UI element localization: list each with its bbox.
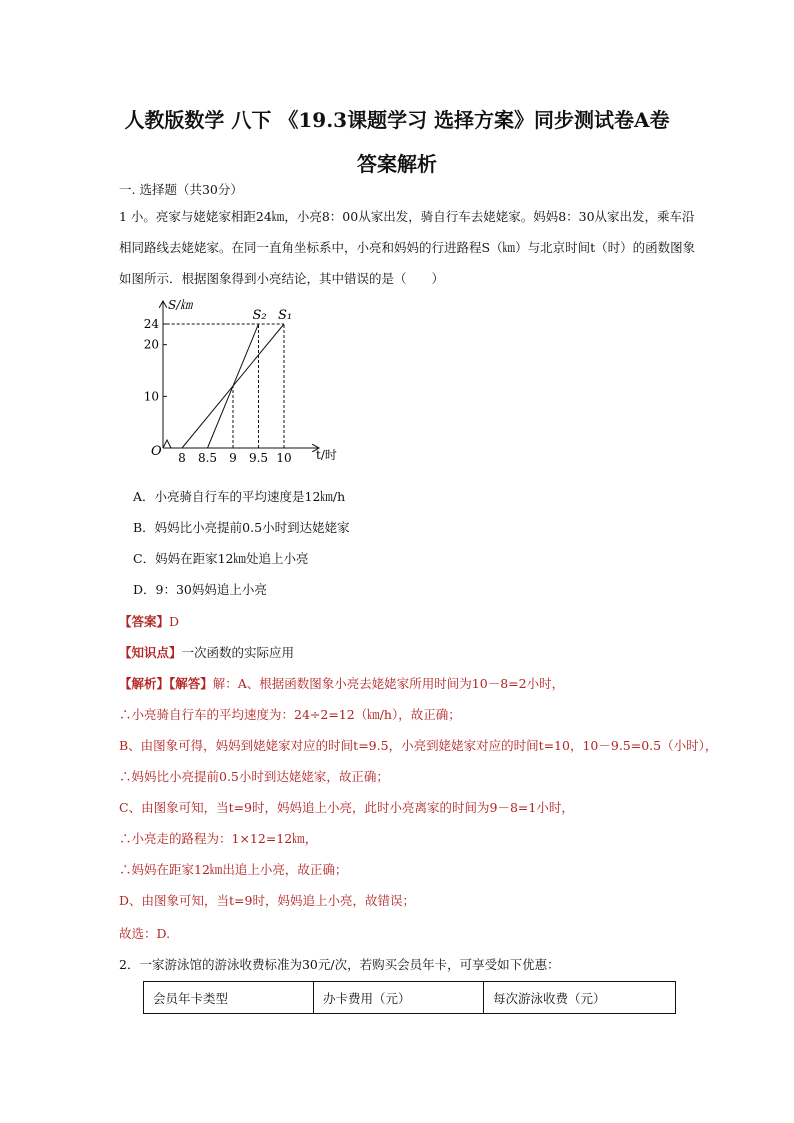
- x-tick-label: 8: [178, 451, 186, 465]
- q1-stem-line: 相同路线去姥姥家。在同一直角坐标系中，小亮和妈妈的行进路程S（㎞）与北京时间t（时）的函数图象: [119, 240, 696, 255]
- conclusion: 故选：D.: [119, 926, 171, 941]
- section-heading: 一. 选择题（共30分）: [119, 182, 243, 197]
- table-row: [144, 982, 676, 1014]
- q2-stem: 2．一家游泳馆的游泳收费标准为30元/次，若购买会员年卡，可享受如下优惠：: [119, 957, 560, 972]
- q1-option-a: A．小亮骑自行车的平均速度是12㎞/h: [133, 489, 346, 504]
- analysis-text: B、由图象可得，妈妈到姥姥家对应的时间t=9.5，小亮到姥姥家对应的时间t=10，10－9.5=0.5（小时），: [119, 738, 718, 753]
- table-header-cell: 办卡费用（元）: [314, 982, 484, 1014]
- analysis-line: [119, 676, 564, 692]
- q1-option-c: C．妈妈在距家12㎞处追上小亮: [133, 551, 309, 566]
- x-axis-label: t/时: [316, 448, 337, 462]
- knowledge-tag: 【知识点】: [119, 645, 182, 660]
- analysis-text: D、由图象可知，当t=9时，妈妈追上小亮，故错误；: [119, 893, 415, 908]
- q1-option-d: D．9：30妈妈追上小亮: [133, 582, 267, 597]
- q1-stem-line: 1 小。亮家与姥姥家相距24㎞，小亮8：00从家出发，骑自行车去姥姥家。妈妈8：30从家出发，乘车沿: [119, 209, 695, 224]
- analysis-tag: 【解析】【解答】: [119, 676, 213, 691]
- x-tick-label: 10: [276, 451, 292, 465]
- y-tick-label: 24: [143, 317, 159, 331]
- q1-option-b: B．妈妈比小亮提前0.5小时到达姥姥家: [133, 520, 350, 535]
- series-label-s2: S₂: [252, 308, 267, 323]
- distance-time-chart: [140, 296, 360, 471]
- x-tick-label: 8.5: [197, 451, 218, 465]
- analysis-text: ∴妈妈在距家12㎞出追上小亮，故正确；: [119, 862, 348, 877]
- answer-value: D: [169, 614, 180, 629]
- y-axis-label: S/㎞: [168, 298, 193, 312]
- analysis-text: ∴小亮走的路程为：1×12=12㎞，: [119, 831, 318, 846]
- analysis-text: ∴小亮骑自行车的平均速度为：24÷2=12（㎞/h），故正确；: [119, 707, 461, 722]
- origin-label: O: [151, 444, 162, 459]
- analysis-text: C、由图象可知，当t=9时，妈妈追上小亮，此时小亮离家的时间为9－8=1小时，: [119, 800, 574, 815]
- answer-line: [119, 614, 179, 630]
- x-tick-label: 9.5: [248, 451, 269, 465]
- knowledge-value: 一次函数的实际应用: [181, 645, 295, 660]
- page-title: 人教版数学 八下 《19.3课题学习 选择方案》同步测试卷A卷: [124, 108, 670, 132]
- analysis-text: ∴妈妈比小亮提前0.5小时到达姥姥家，故正确；: [119, 769, 389, 784]
- x-tick-label: 9: [229, 451, 237, 465]
- table-header-cell: 会员年卡类型: [144, 982, 314, 1014]
- analysis-text: 解：A、根据函数图象小亮去姥姥家所用时间为10－8=2小时，: [212, 676, 565, 691]
- answer-tag: 【答案】: [119, 614, 170, 629]
- knowledge-line: [119, 645, 294, 661]
- y-tick-label: 10: [143, 389, 159, 404]
- series-line-s2: [208, 324, 259, 448]
- membership-fee-table: [143, 981, 676, 1014]
- y-tick-label: 20: [143, 337, 159, 352]
- series-label-s1: S₁: [278, 308, 293, 323]
- page-subtitle: 答案解析: [357, 152, 437, 176]
- q1-stem-line: 如图所示．根据图象得到小亮结论，其中错误的是（ ）: [119, 271, 445, 286]
- axis-break-mark: [163, 440, 171, 448]
- table-header-cell: 每次游泳收费（元）: [484, 982, 676, 1014]
